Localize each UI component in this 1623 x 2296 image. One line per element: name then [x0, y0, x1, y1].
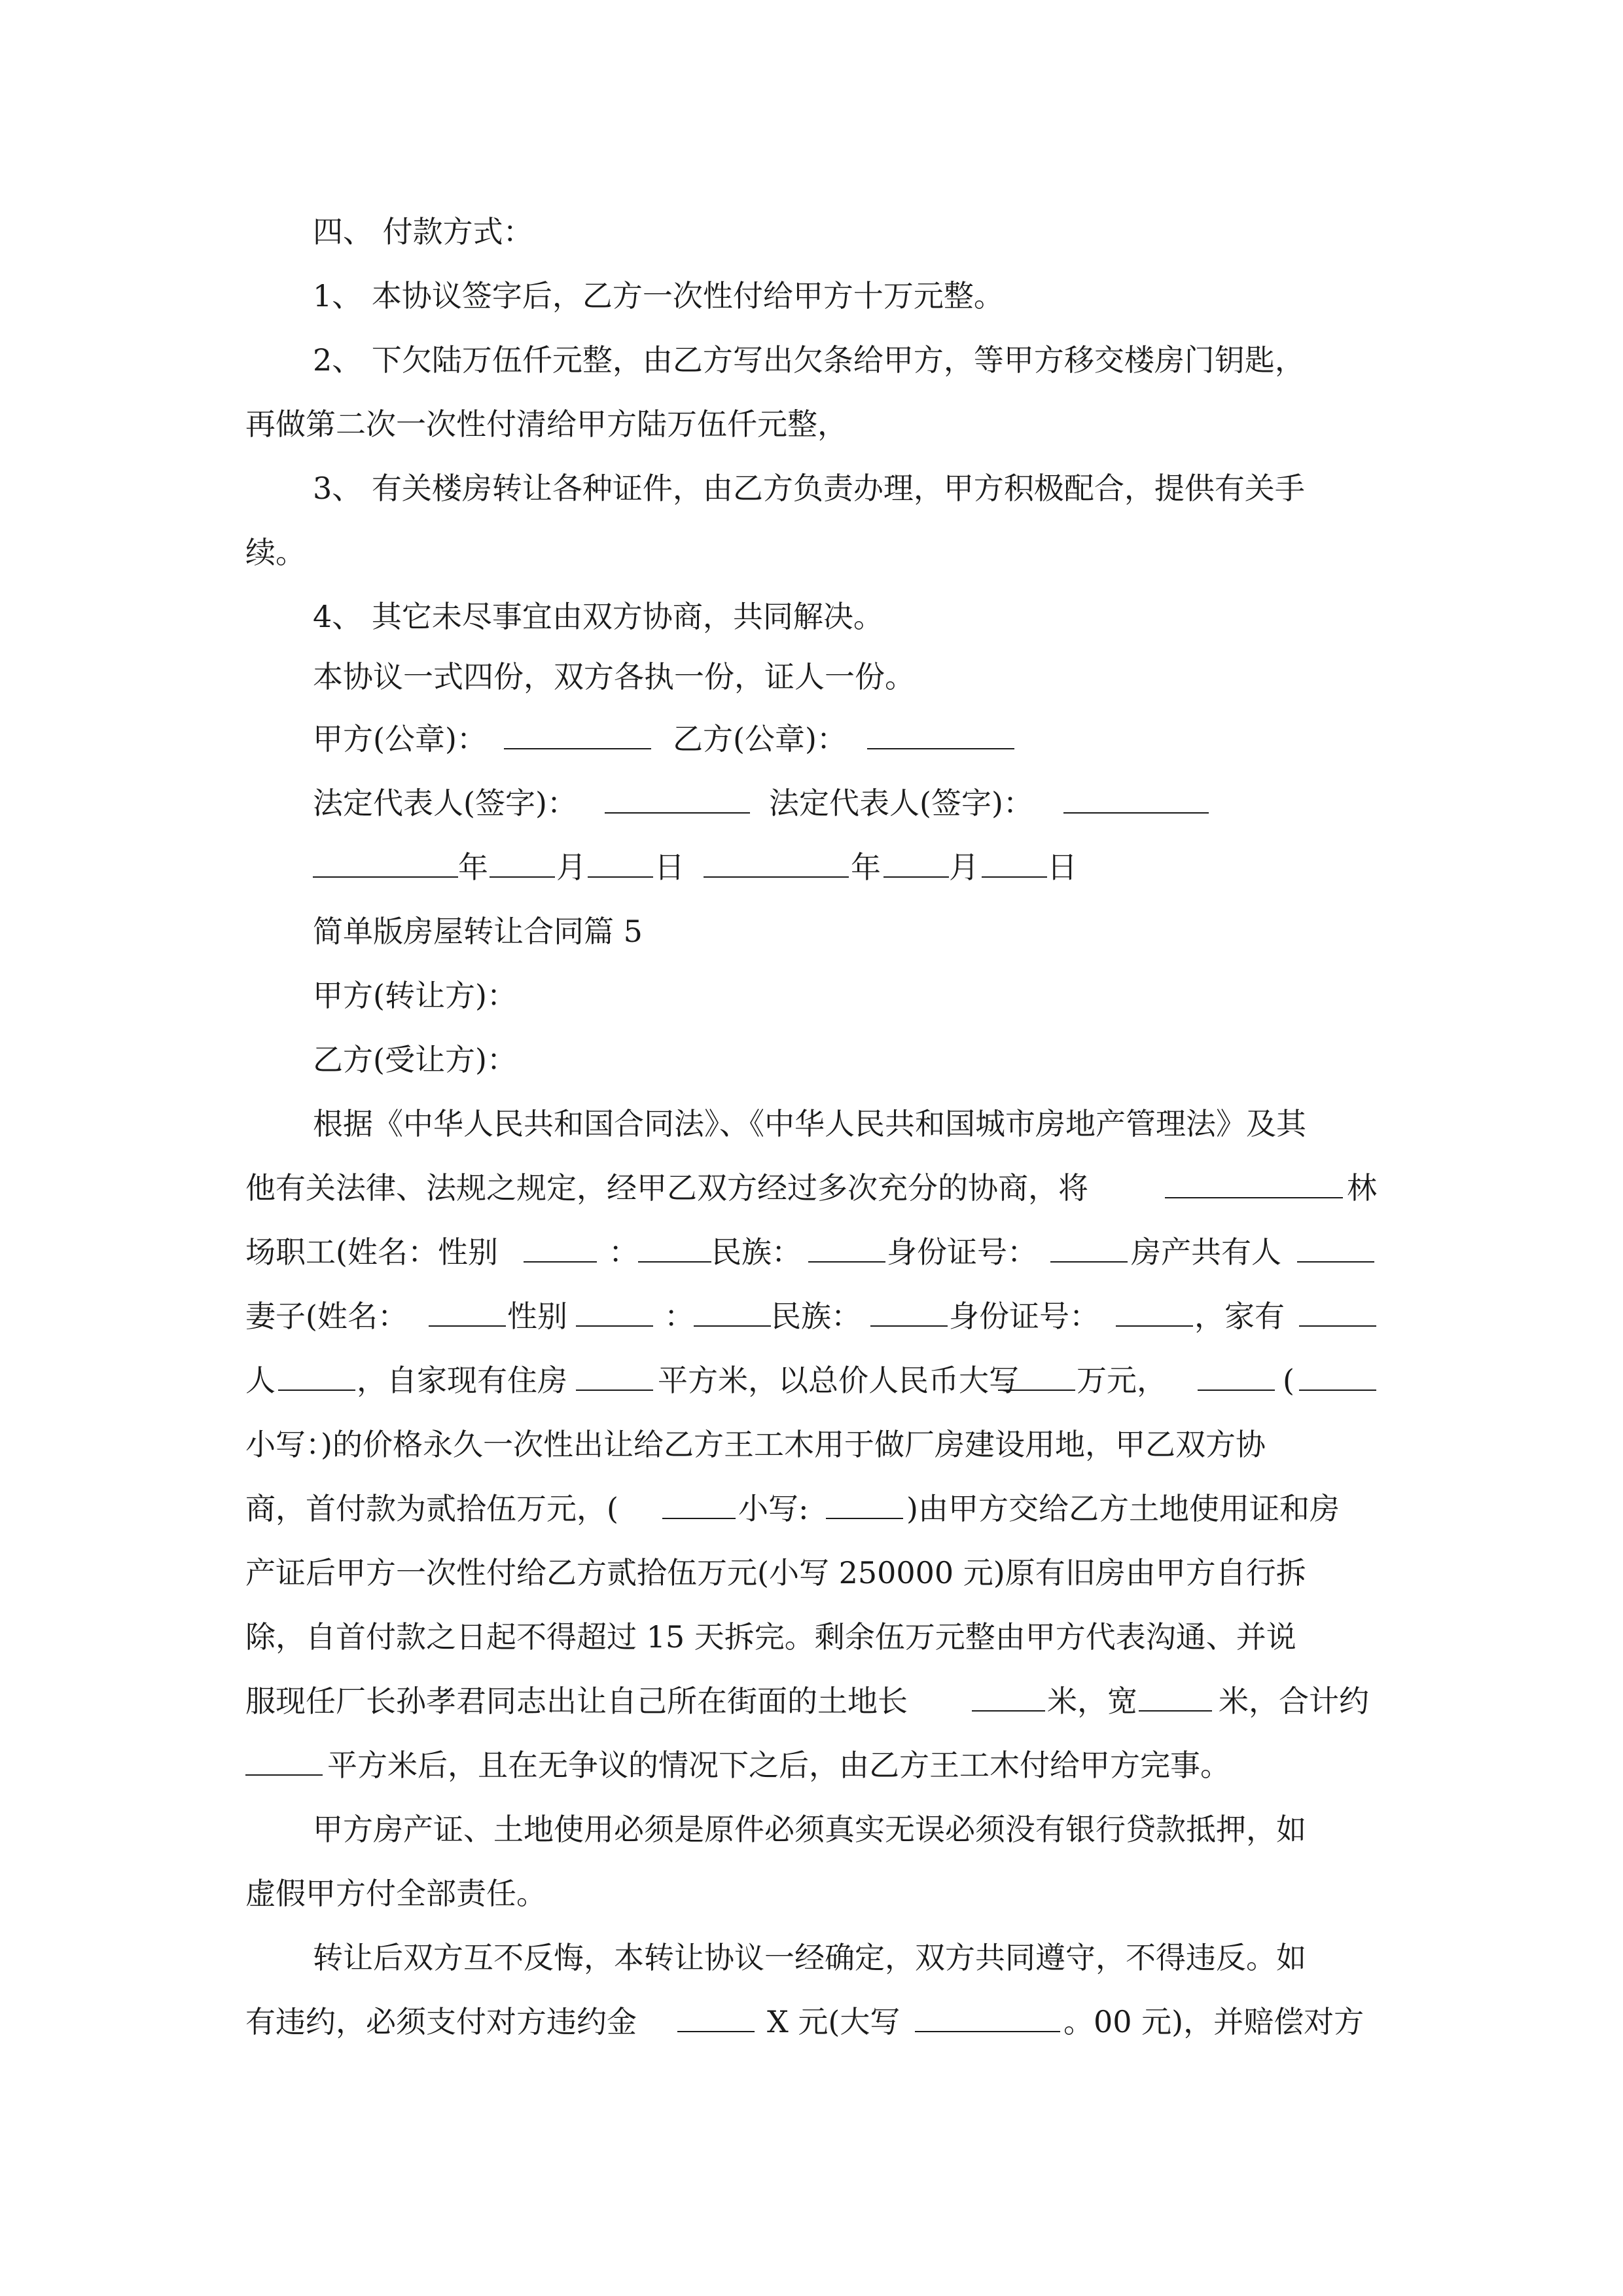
payment-item-3-cont: 续。	[245, 535, 306, 570]
penalty-words-blank[interactable]	[915, 1990, 1060, 2054]
party-a-line: 甲方(转让方)：	[313, 978, 517, 1013]
party-a-seal-label: 甲方(公章)：	[313, 721, 487, 757]
date-b-month: 月	[949, 850, 979, 885]
para1-line9: 除，自首付款之日起不得超过 15 天拆完。剩余伍万元整由甲方代表沟通、并说	[245, 1619, 1296, 1655]
date-b-day: 日	[1047, 850, 1077, 885]
date-a-day: 日	[654, 850, 685, 885]
wife-blank-2[interactable]	[694, 1284, 771, 1348]
section-heading: 四、 付款方式：	[313, 214, 533, 249]
para1-line2: 他有关法律、法规之规定，经甲乙双方经过多次充分的协商，将 林	[0, 1156, 1623, 1220]
contract-title: 简单版房屋转让合同篇 5	[313, 914, 643, 949]
land-length-blank[interactable]	[972, 1669, 1045, 1733]
date-b-year: 年	[851, 850, 881, 885]
para2-line2: 虚假甲方付全部责任。	[245, 1876, 546, 1911]
para1-line6: 小写：)的价格永久一次性出让给乙方王工木用于做厂房建设用地，甲乙双方协	[245, 1427, 1266, 1462]
date-a-year: 年	[458, 850, 488, 885]
id-blank[interactable]	[1050, 1220, 1128, 1284]
co-owner-blank[interactable]	[1297, 1220, 1374, 1284]
gender-blank[interactable]	[524, 1220, 597, 1284]
price-figure-blank[interactable]	[1299, 1348, 1376, 1412]
party-b-line: 乙方(受让方)：	[313, 1042, 517, 1077]
payment-item-2: 2、 下欠陆万伍仟元整，由乙方写出欠条给甲方，等甲方移交楼房门钥匙，	[313, 342, 1305, 378]
date-a-month-blank[interactable]	[490, 835, 555, 899]
party-a-seal-blank[interactable]	[504, 707, 651, 771]
date-b-year-blank[interactable]	[704, 835, 849, 899]
party-a-rep-blank[interactable]	[605, 771, 750, 835]
date-a-day-blank[interactable]	[588, 835, 653, 899]
date-a-year-blank[interactable]	[313, 835, 458, 899]
para1-line11: 平方米后，且在无争议的情况下之后，由乙方王工木付给甲方完事。	[0, 1733, 1623, 1797]
date-b-month-blank[interactable]	[883, 835, 949, 899]
seal-line	[0, 707, 1623, 771]
wife-name-blank[interactable]	[429, 1284, 506, 1348]
blank-1[interactable]	[638, 1220, 711, 1284]
penalty-figure-blank[interactable]	[677, 1990, 755, 2054]
persons-blank[interactable]	[278, 1348, 355, 1412]
party-a-rep-label: 法定代表人(签字)：	[313, 785, 577, 821]
para3-line2: 有违约，必须支付对方违约金 X 元(大写 。00 元)，并赔偿对方	[0, 1990, 1623, 2054]
payment-item-1: 1、 本协议签字后，乙方一次性付给甲方十万元整。	[313, 278, 1004, 314]
party-b-seal-label: 乙方(公章)：	[673, 721, 847, 757]
date-line	[0, 835, 1623, 899]
land-width-blank[interactable]	[1139, 1669, 1212, 1733]
wife-ethnicity-blank[interactable]	[870, 1284, 948, 1348]
price-blank-2[interactable]	[1198, 1348, 1275, 1412]
para2-line1: 甲方房产证、土地使用必须是原件必须真实无误必须没有银行贷款抵押，如	[313, 1812, 1306, 1847]
para1-line3: 场职工(姓名：性别 ： 民族： 身份证号： 房产共有人	[0, 1220, 1623, 1284]
payment-item-2-cont: 再做第二次一次性付清给甲方陆万伍仟元整，	[245, 406, 847, 442]
representative-line	[0, 771, 1623, 835]
total-area-blank[interactable]	[245, 1733, 323, 1797]
party-b-rep-label: 法定代表人(签字)：	[769, 785, 1033, 821]
area-blank[interactable]	[576, 1348, 653, 1412]
party-b-seal-blank[interactable]	[867, 707, 1014, 771]
para1-line1: 根据《中华人民共和国合同法》、《中华人民共和国城市房地产管理法》及其	[313, 1106, 1306, 1141]
date-a-month: 月	[556, 850, 586, 885]
payment-item-3: 3、 有关楼房转让各种证件，由乙方负责办理，甲方积极配合，提供有关手	[313, 471, 1305, 506]
household-blank[interactable]	[1299, 1284, 1376, 1348]
payment-item-4: 4、 其它未尽事宜由双方协商，共同解决。	[313, 599, 883, 634]
wife-id-blank[interactable]	[1116, 1284, 1193, 1348]
land-owner-blank[interactable]	[1165, 1156, 1343, 1220]
date-b-day-blank[interactable]	[982, 835, 1047, 899]
price-words-blank[interactable]	[998, 1348, 1075, 1412]
wife-gender-blank[interactable]	[576, 1284, 653, 1348]
para1-line5: 人 ，自家现有住房 平方米，以总价人民币大写 万元， (	[0, 1348, 1623, 1412]
para1-line10: 服现任厂长孙孝君同志出让自己所在街面的土地长 米，宽 米，合计约	[0, 1669, 1623, 1733]
para1-line4: 妻子(姓名： 性别 ： 民族： 身份证号： ，家有	[0, 1284, 1623, 1348]
down-payment-blank-1[interactable]	[662, 1477, 736, 1541]
copies-clause: 本协议一式四份，双方各执一份，证人一份。	[313, 659, 915, 694]
para1-line7: 商，首付款为贰拾伍万元，( 小写: )由甲方交给乙方土地使用证和房	[0, 1477, 1623, 1541]
ethnicity-blank[interactable]	[808, 1220, 885, 1284]
down-payment-blank-2[interactable]	[826, 1477, 903, 1541]
para1-line8: 产证后甲方一次性付给乙方贰拾伍万元(小写 250000 元)原有旧房由甲方自行拆	[245, 1555, 1306, 1590]
para3-line1: 转让后双方互不反悔，本转让协议一经确定，双方共同遵守，不得违反。如	[313, 1940, 1306, 1975]
party-b-rep-blank[interactable]	[1063, 771, 1209, 835]
